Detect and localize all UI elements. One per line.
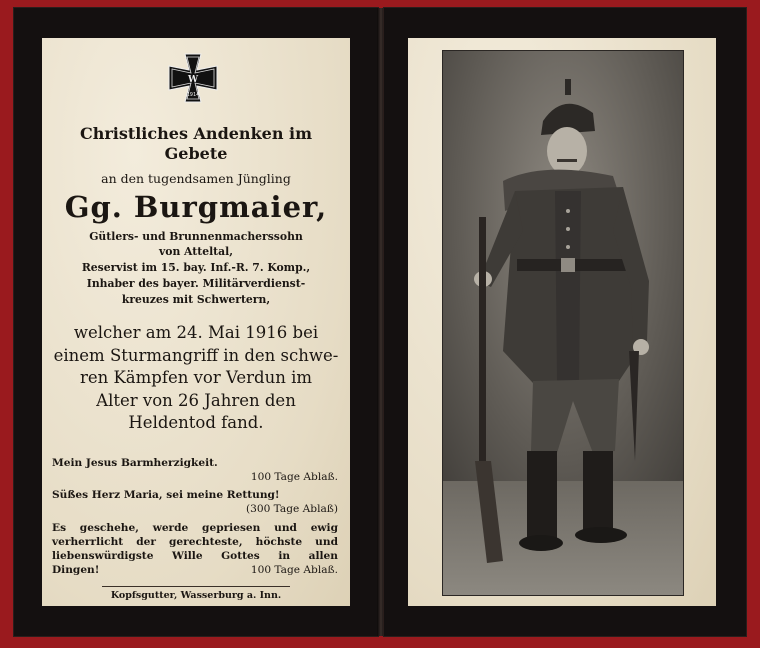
prayer-text: Süßes Herz Maria, sei meine Rettung! — [52, 489, 280, 501]
dedication-line: an den tugendsamen Jüngling — [101, 171, 291, 186]
death-line: ren Kämpfen vor Verdun im — [79, 368, 313, 387]
final-prayer-line: Es geschehe, werde gepriesen und ewig — [52, 522, 338, 534]
final-prayer — [52, 521, 338, 577]
heading-line-1: Christliches Andenken im — [79, 124, 313, 143]
prayer-text: Mein Jesus Barmherzigkeit. — [52, 457, 218, 469]
heading-line-2: Gebete — [164, 144, 228, 163]
death-line: Heldentod fand. — [128, 413, 264, 432]
final-indulgence: 100 Tage Ablaß. — [250, 564, 338, 576]
final-prayer-line: verherrlicht der gerechteste, höchste und — [52, 536, 338, 548]
iron-cross-icon — [167, 52, 219, 104]
detail-line: Gütlers- und Brunnenmacherssohn — [89, 230, 303, 243]
detail-line: Reservist im 15. bay. Inf.-R. 7. Komp., — [81, 261, 311, 274]
death-notice — [48, 322, 344, 435]
photo-page — [408, 38, 716, 606]
memorial-text-page — [42, 38, 350, 606]
printer-credit: Kopfsgutter, Wasserburg a. Inn. — [110, 590, 282, 601]
divider — [102, 586, 290, 587]
right-panel — [384, 8, 746, 636]
deceased-name: Gg. Burgmaier, — [64, 190, 328, 224]
death-line: einem Sturmangriff in den schwe- — [53, 345, 339, 365]
left-panel — [14, 8, 378, 636]
detail-line: Inhaber des bayer. Militärverdienst- — [86, 277, 306, 290]
prayer-indulgence: 100 Tage Ablaß. — [250, 471, 338, 483]
death-line: welcher am 24. Mai 1916 bei — [73, 323, 319, 342]
cross-year: 1914 — [186, 92, 200, 98]
soldier-photo — [442, 50, 684, 596]
detail-line: von Atteltal, — [158, 245, 234, 258]
prayer-2 — [52, 488, 338, 516]
prayer-1 — [52, 456, 338, 484]
final-prayer-line: liebenswürdigste Wille Gottes in allen — [52, 550, 338, 562]
final-prayer-line: Dingen! — [52, 564, 100, 576]
prayer-indulgence: (300 Tage Ablaß) — [245, 503, 338, 515]
soldier-portrait-image — [443, 51, 683, 595]
death-line: Alter von 26 Jahren den — [96, 390, 296, 410]
cross-letter: W — [187, 75, 199, 85]
detail-line: kreuzes mit Schwertern, — [121, 293, 271, 306]
